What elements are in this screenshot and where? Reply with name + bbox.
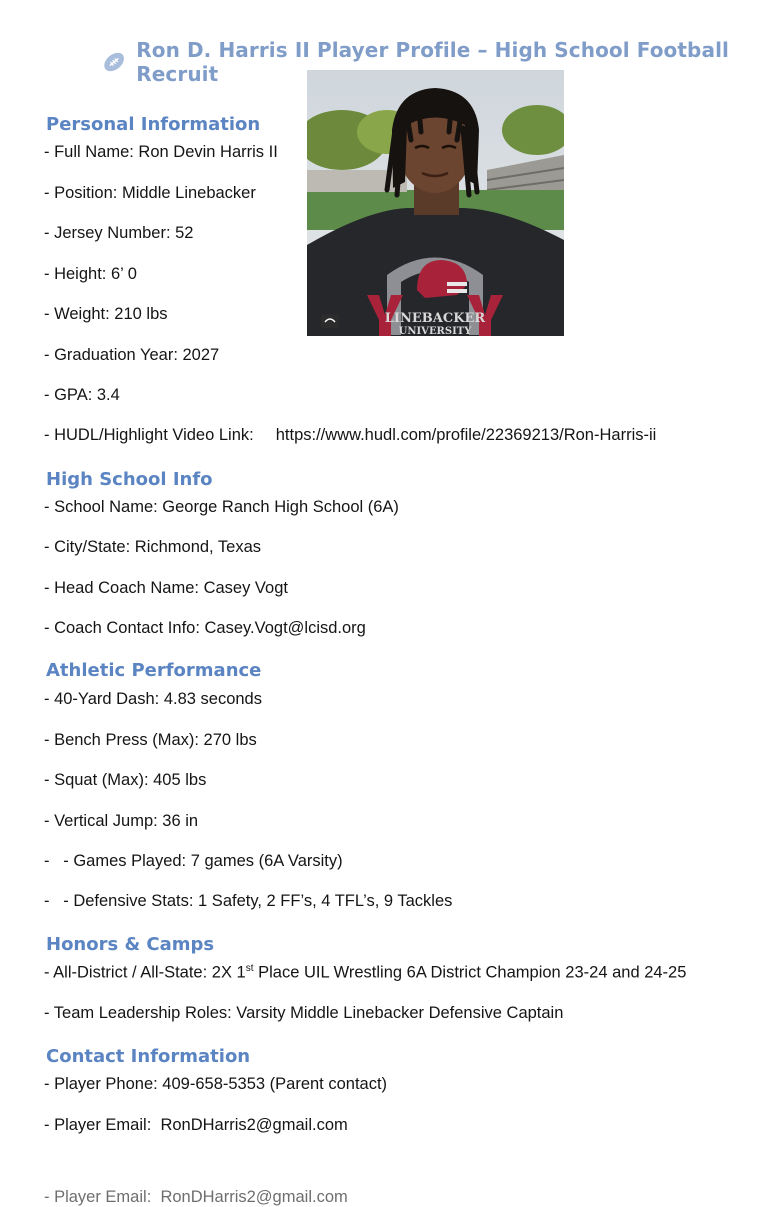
full-name: - Full Name: Ron Devin Harris II [44,143,278,161]
player-email: - Player Email: RonDHarris2@gmail.com [44,1116,348,1134]
all-district [44,963,686,983]
player-photo [307,70,564,336]
city-state: - City/State: Richmond, Texas [44,538,262,556]
all-district-pre: - All-District / All-State: 2X 1 [44,963,246,982]
player-email-ghost: - Player Email: RonDHarris2@gmail.com [44,1188,348,1206]
section-heading-athletic: Athletic Performance [46,660,262,681]
forty-yard-dash: - 40-Yard Dash: 4.83 seconds [44,690,262,708]
defensive-stats: - - Defensive Stats: 1 Safety, 2 FF’s, 4 TFL’s, 9 Tackles [44,892,453,910]
leadership-roles: - Team Leadership Roles: Varsity Middle Linebacker Defensive Captain [44,1004,564,1022]
hudl-label: - HUDL/Highlight Video Link: [44,426,254,444]
section-heading-school: High School Info [46,469,213,490]
vertical-jump: - Vertical Jump: 36 in [44,812,199,830]
graduation-year: - Graduation Year: 2027 [44,346,220,364]
shirt-text-line2: UNIVERSITY [398,326,472,336]
bench-press: - Bench Press (Max): 270 lbs [44,731,257,749]
head-coach: - Head Coach Name: Casey Vogt [44,579,288,597]
school-name: - School Name: George Ranch High School (6A) [44,498,399,516]
position: - Position: Middle Linebacker [44,184,256,202]
section-heading-contact: Contact Information [46,1046,251,1067]
player-phone: - Player Phone: 409-658-5353 (Parent contact) [44,1075,388,1093]
gpa: - GPA: 3.4 [44,386,120,404]
all-district-post: Place UIL Wrestling 6A District Champion 23-24 and 24-25 [253,963,687,982]
shirt-text-line1: LINEBACKER [384,311,486,326]
football-icon [102,49,126,75]
all-district-sup: st [245,963,254,974]
squat: - Squat (Max): 405 lbs [44,771,207,789]
hudl-link[interactable]: https://www.hudl.com/profile/22369213/Ron-Harris-ii [275,426,657,444]
hudl-line [44,426,656,445]
coach-contact: - Coach Contact Info: Casey.Vogt@lcisd.org [44,619,366,637]
height: - Height: 6’ 0 [44,265,137,283]
section-heading-personal: Personal Information [46,114,261,135]
section-heading-honors: Honors & Camps [46,934,215,955]
weight: - Weight: 210 lbs [44,305,168,323]
games-played: - - Games Played: 7 games (6A Varsity) [44,852,343,870]
jersey-number: - Jersey Number: 52 [44,224,194,242]
page-title-text: Ron D. Harris II Player Profile – High School Football Recruit [136,38,729,86]
